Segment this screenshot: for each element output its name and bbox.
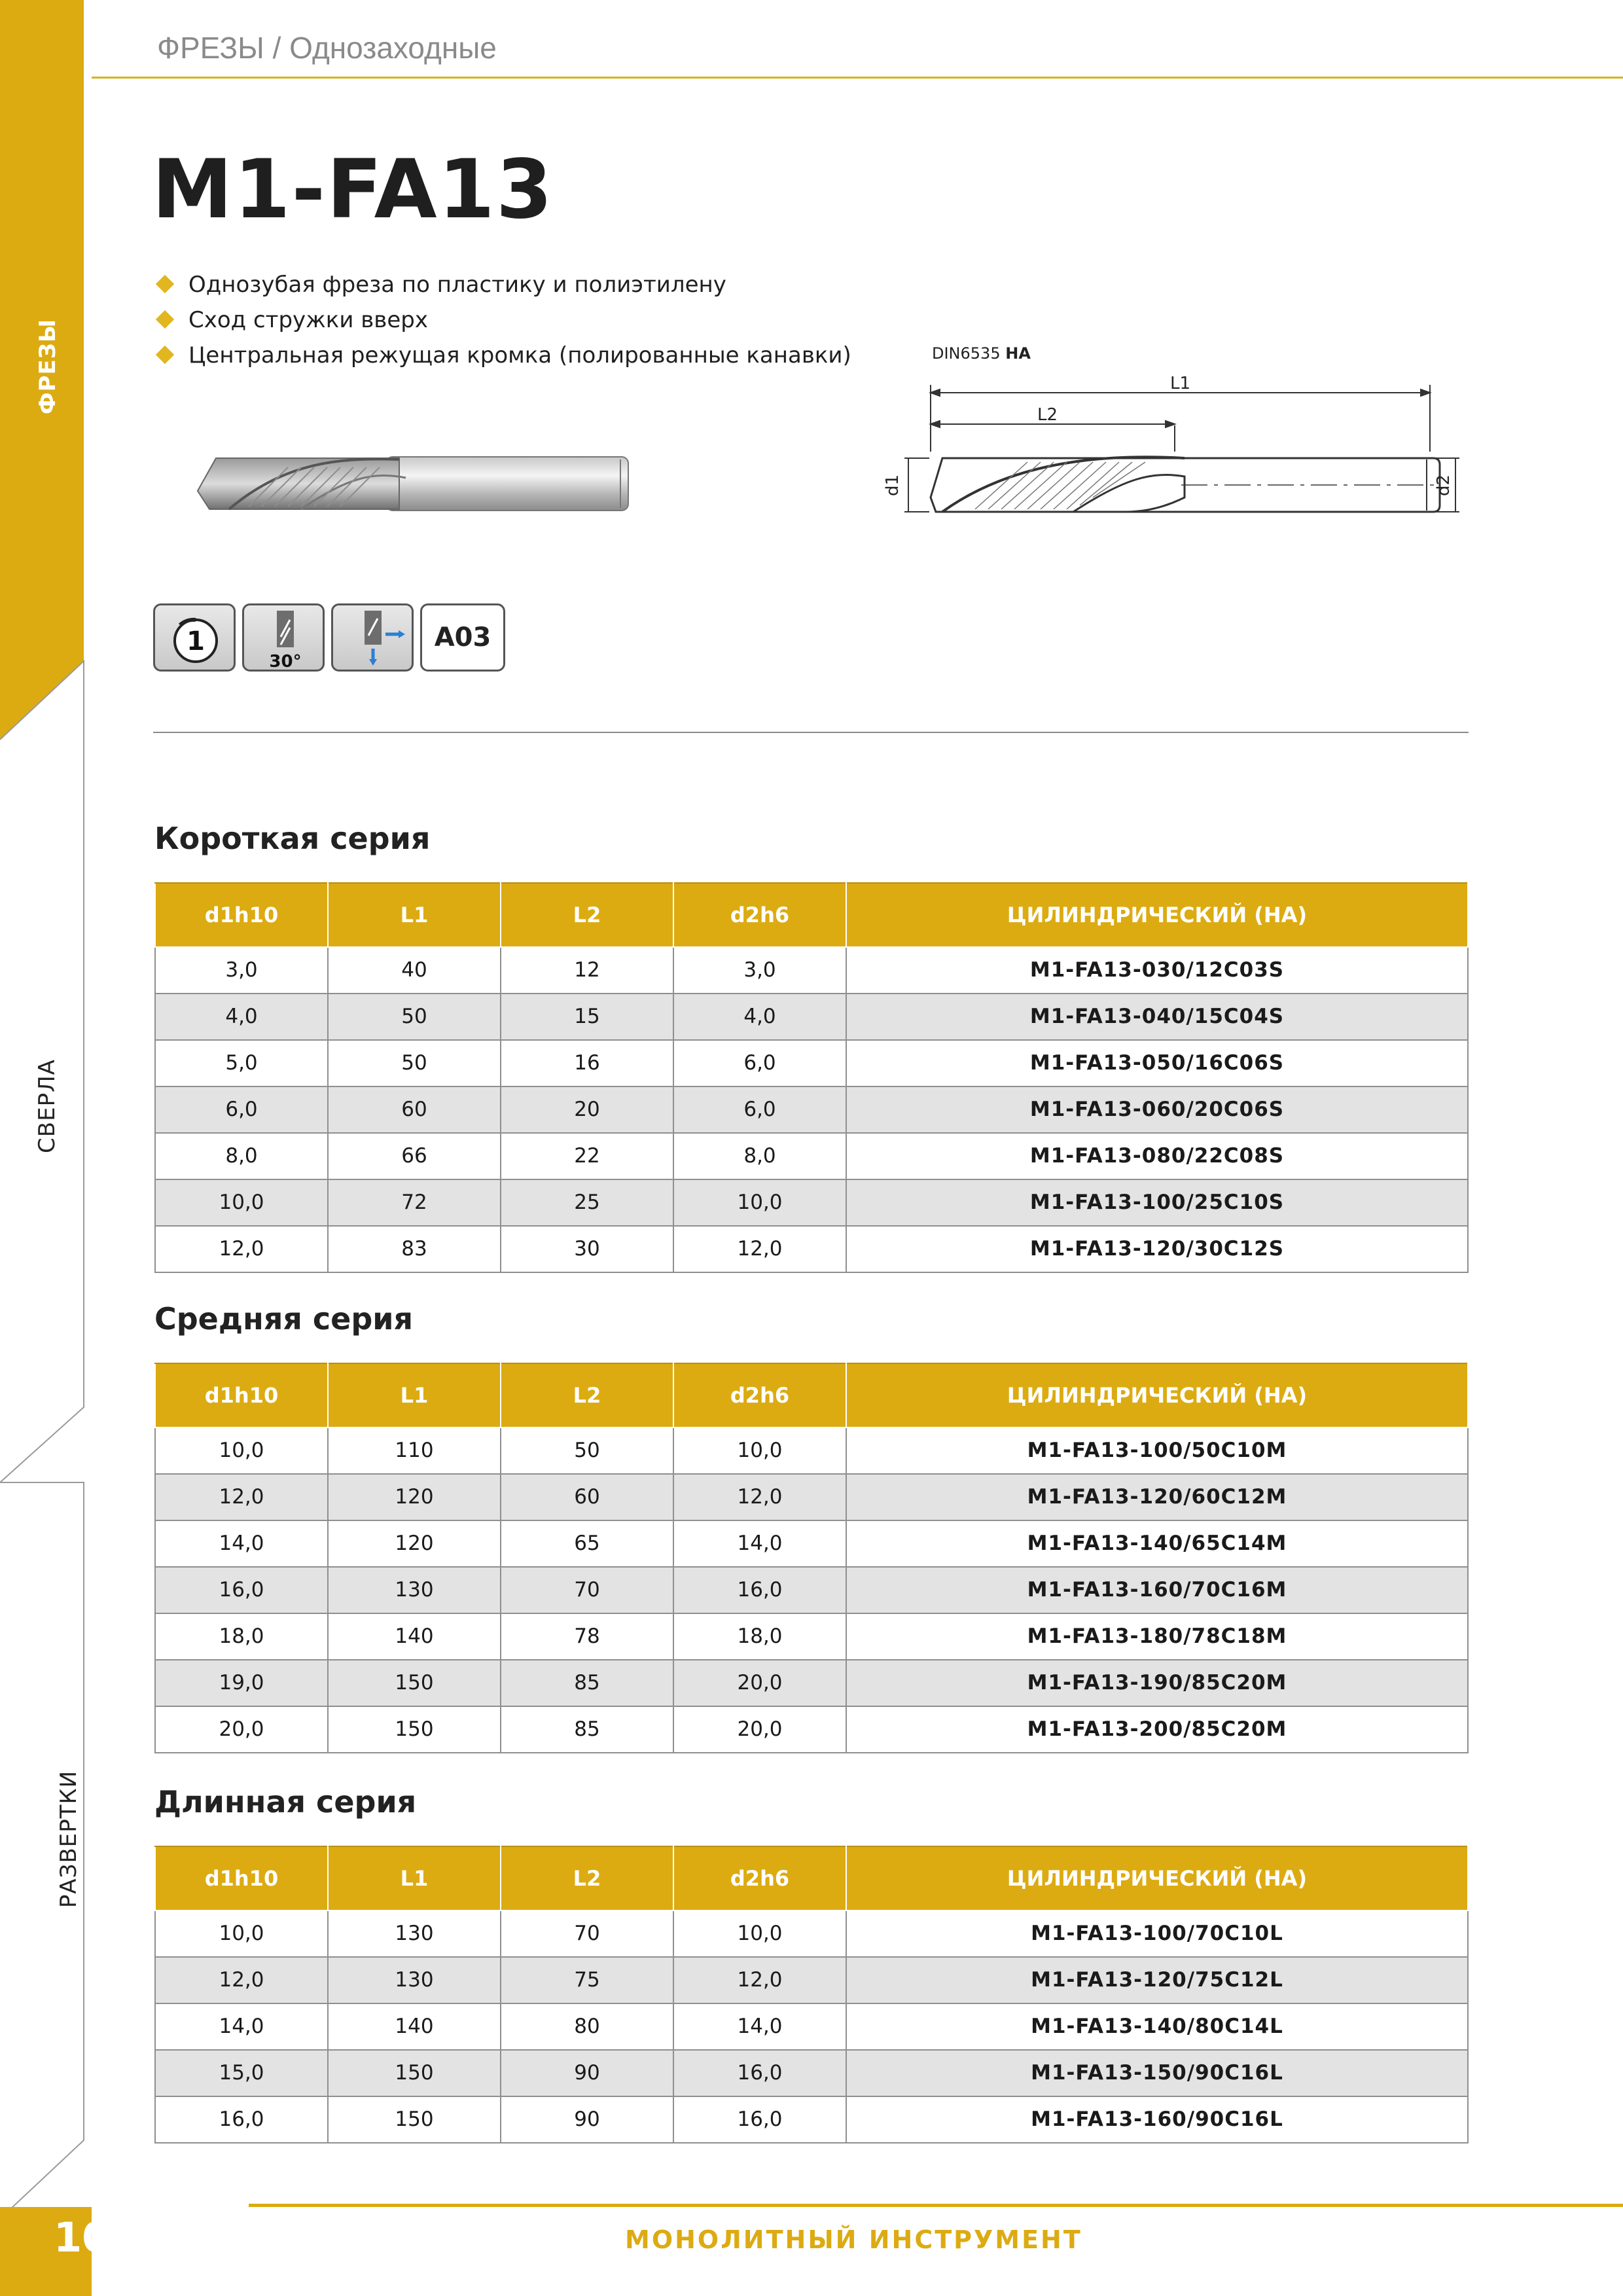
cell-article-code: M1-FA13-150/90C16L [846,2050,1468,2096]
table-row [155,1957,1468,2003]
cell-L2: 50 [501,1427,673,1474]
table-header-row [155,883,1468,947]
cell-L2: 70 [501,1910,673,1957]
application-code-badge: A03 [420,603,505,672]
technical-drawing [877,367,1479,530]
cell-L2: 78 [501,1613,673,1660]
dim-L2-label: L2 [1037,405,1058,425]
short-series-table [154,882,1469,1273]
cell-article-code: M1-FA13-120/60C12M [846,1474,1468,1520]
tool-icons [153,603,505,672]
feature-item [154,267,851,302]
cell-d2: 4,0 [673,994,846,1040]
cell-L1: 150 [328,1660,501,1706]
cell-L2: 75 [501,1957,673,2003]
cell-d1: 5,0 [155,1040,328,1086]
cell-d2: 20,0 [673,1706,846,1753]
table-row [155,1660,1468,1706]
cell-article-code: M1-FA13-030/12C03S [846,947,1468,994]
cell-L2: 65 [501,1520,673,1567]
cell-L2: 90 [501,2096,673,2143]
cell-d1: 12,0 [155,1474,328,1520]
cell-d1: 16,0 [155,2096,328,2143]
table-header-row [155,1363,1468,1427]
cell-article-code: M1-FA13-050/16C06S [846,1040,1468,1086]
feature-item [154,338,851,373]
cell-L1: 72 [328,1179,501,1226]
cell-L2: 20 [501,1086,673,1133]
cell-L1: 150 [328,2050,501,2096]
cell-L1: 140 [328,1613,501,1660]
table-row [155,1706,1468,1753]
long-series-table [154,1846,1469,2144]
cell-d2: 8,0 [673,1133,846,1179]
cell-d1: 14,0 [155,1520,328,1567]
col-header-L2: L2 [501,1363,673,1427]
short-series-title: Короткая серия [154,821,431,856]
col-header-code: ЦИЛИНДРИЧЕСКИЙ (НА) [846,1846,1468,1910]
table-row [155,994,1468,1040]
cell-article-code: M1-FA13-140/65C14M [846,1520,1468,1567]
cell-L2: 25 [501,1179,673,1226]
table-row [155,1226,1468,1272]
medium-series-table [154,1363,1469,1753]
cell-L2: 15 [501,994,673,1040]
diamond-bullet-icon [156,310,174,329]
cell-L1: 150 [328,2096,501,2143]
col-header-L1: L1 [328,883,501,947]
table-header-row [155,1846,1468,1910]
cell-L1: 120 [328,1520,501,1567]
table-row [155,1427,1468,1474]
cell-d2: 16,0 [673,2096,846,2143]
cell-L2: 12 [501,947,673,994]
col-header-L2: L2 [501,883,673,947]
table-row [155,1133,1468,1179]
table-row [155,1179,1468,1226]
col-header-d2: d2h6 [673,883,846,947]
cell-d1: 10,0 [155,1179,328,1226]
cell-d2: 18,0 [673,1613,846,1660]
footer-section-title: МОНОЛИТНЫЙ ИНСТРУМЕНТ [625,2225,1082,2254]
feature-item [154,302,851,338]
cell-L2: 60 [501,1474,673,1520]
cell-article-code: M1-FA13-100/70C10L [846,1910,1468,1957]
feature-text: Сход стружки вверх [188,307,428,333]
feature-list [154,267,851,373]
cell-d1: 15,0 [155,2050,328,2096]
section-divider [153,732,1469,733]
table-row [155,2096,1468,2143]
col-header-d2: d2h6 [673,1846,846,1910]
cell-article-code: M1-FA13-040/15C04S [846,994,1468,1040]
norm-standard: DIN6535 [932,344,1001,363]
cell-d1: 3,0 [155,947,328,994]
footer-divider [249,2204,1623,2207]
table-row [155,1520,1468,1567]
helix-angle-value: 30° [269,652,302,672]
cell-d2: 16,0 [673,2050,846,2096]
col-header-L1: L1 [328,1363,501,1427]
cell-article-code: M1-FA13-060/20C06S [846,1086,1468,1133]
diamond-bullet-icon [156,346,174,364]
feed-direction-icon [331,603,414,672]
side-tab-drills[interactable]: СВЕРЛА [33,1059,60,1153]
single-flute-icon [153,603,236,672]
col-header-L2: L2 [501,1846,673,1910]
cell-article-code: M1-FA13-120/30C12S [846,1226,1468,1272]
page-number: 108 [54,2214,139,2261]
table-row [155,1040,1468,1086]
feature-text: Центральная режущая кромка (полированные канавки) [188,342,851,368]
medium-series-title: Средняя серия [154,1301,414,1336]
cell-d2: 3,0 [673,947,846,994]
dim-d1-label: d1 [883,474,902,496]
cell-L2: 70 [501,1567,673,1613]
dim-d2-label: d2 [1434,474,1454,496]
cell-L2: 85 [501,1660,673,1706]
col-header-L1: L1 [328,1846,501,1910]
cell-L1: 50 [328,994,501,1040]
cell-d1: 16,0 [155,1567,328,1613]
norm-label [932,344,1031,363]
cell-L1: 40 [328,947,501,994]
cell-L1: 110 [328,1427,501,1474]
table-row [155,1474,1468,1520]
helix-angle-icon [242,603,325,672]
cell-d1: 19,0 [155,1660,328,1706]
cell-d1: 18,0 [155,1613,328,1660]
cell-article-code: M1-FA13-080/22C08S [846,1133,1468,1179]
col-header-d1: d1h10 [155,1846,328,1910]
breadcrumb: ФРЕЗЫ / Однозаходные [157,31,497,65]
side-tab-milling[interactable]: ФРЕЗЫ [35,318,62,415]
cell-d2: 20,0 [673,1660,846,1706]
cell-d1: 12,0 [155,1226,328,1272]
cell-article-code: M1-FA13-100/50C10M [846,1427,1468,1474]
table-row [155,2003,1468,2050]
cell-L2: 85 [501,1706,673,1753]
dim-L1-label: L1 [1170,374,1191,393]
cell-d2: 14,0 [673,1520,846,1567]
cell-article-code: M1-FA13-180/78C18M [846,1613,1468,1660]
cell-d2: 10,0 [673,1910,846,1957]
cell-d1: 20,0 [155,1706,328,1753]
cell-L1: 120 [328,1474,501,1520]
cell-L1: 130 [328,1910,501,1957]
long-series-title: Длинная серия [154,1784,417,1820]
cell-d1: 8,0 [155,1133,328,1179]
table-row [155,1613,1468,1660]
col-header-code: ЦИЛИНДРИЧЕСКИЙ (НА) [846,883,1468,947]
cell-L1: 130 [328,1567,501,1613]
cell-d2: 12,0 [673,1957,846,2003]
cell-L1: 83 [328,1226,501,1272]
table-row [155,2050,1468,2096]
side-tab-reamers[interactable]: РАЗВЕРТКИ [56,1770,82,1909]
cell-L2: 90 [501,2050,673,2096]
cell-d2: 12,0 [673,1226,846,1272]
cell-d1: 10,0 [155,1910,328,1957]
table-row [155,1086,1468,1133]
feature-text: Однозубая фреза по пластику и полиэтилену [188,272,726,298]
diamond-bullet-icon [156,275,174,293]
cell-L1: 66 [328,1133,501,1179]
cell-article-code: M1-FA13-140/80C14L [846,2003,1468,2050]
cell-d1: 4,0 [155,994,328,1040]
cell-d1: 12,0 [155,1957,328,2003]
cell-L1: 130 [328,1957,501,2003]
col-header-d1: d1h10 [155,1363,328,1427]
table-row [155,1567,1468,1613]
cell-L2: 22 [501,1133,673,1179]
cell-d2: 16,0 [673,1567,846,1613]
page-title: M1-FA13 [152,143,554,237]
cell-d2: 12,0 [673,1474,846,1520]
cell-L1: 150 [328,1706,501,1753]
cell-d2: 14,0 [673,2003,846,2050]
tool-image [190,452,635,517]
cell-L1: 50 [328,1040,501,1086]
cell-article-code: M1-FA13-160/90C16L [846,2096,1468,2143]
cell-d2: 10,0 [673,1179,846,1226]
cell-L1: 60 [328,1086,501,1133]
cell-L2: 30 [501,1226,673,1272]
cell-L1: 140 [328,2003,501,2050]
flute-count: 1 [187,626,205,656]
cell-d1: 14,0 [155,2003,328,2050]
cell-article-code: M1-FA13-120/75C12L [846,1957,1468,2003]
norm-type: HA [1005,344,1031,363]
col-header-code: ЦИЛИНДРИЧЕСКИЙ (НА) [846,1363,1468,1427]
cell-L2: 80 [501,2003,673,2050]
header-divider [92,77,1623,79]
col-header-d2: d2h6 [673,1363,846,1427]
cell-L2: 16 [501,1040,673,1086]
cell-article-code: M1-FA13-200/85C20M [846,1706,1468,1753]
cell-d2: 10,0 [673,1427,846,1474]
cell-article-code: M1-FA13-100/25C10S [846,1179,1468,1226]
cell-article-code: M1-FA13-190/85C20M [846,1660,1468,1706]
table-row [155,1910,1468,1957]
cell-d1: 10,0 [155,1427,328,1474]
col-header-d1: d1h10 [155,883,328,947]
table-row [155,947,1468,994]
cell-d2: 6,0 [673,1040,846,1086]
cell-d1: 6,0 [155,1086,328,1133]
cell-d2: 6,0 [673,1086,846,1133]
cell-article-code: M1-FA13-160/70C16M [846,1567,1468,1613]
